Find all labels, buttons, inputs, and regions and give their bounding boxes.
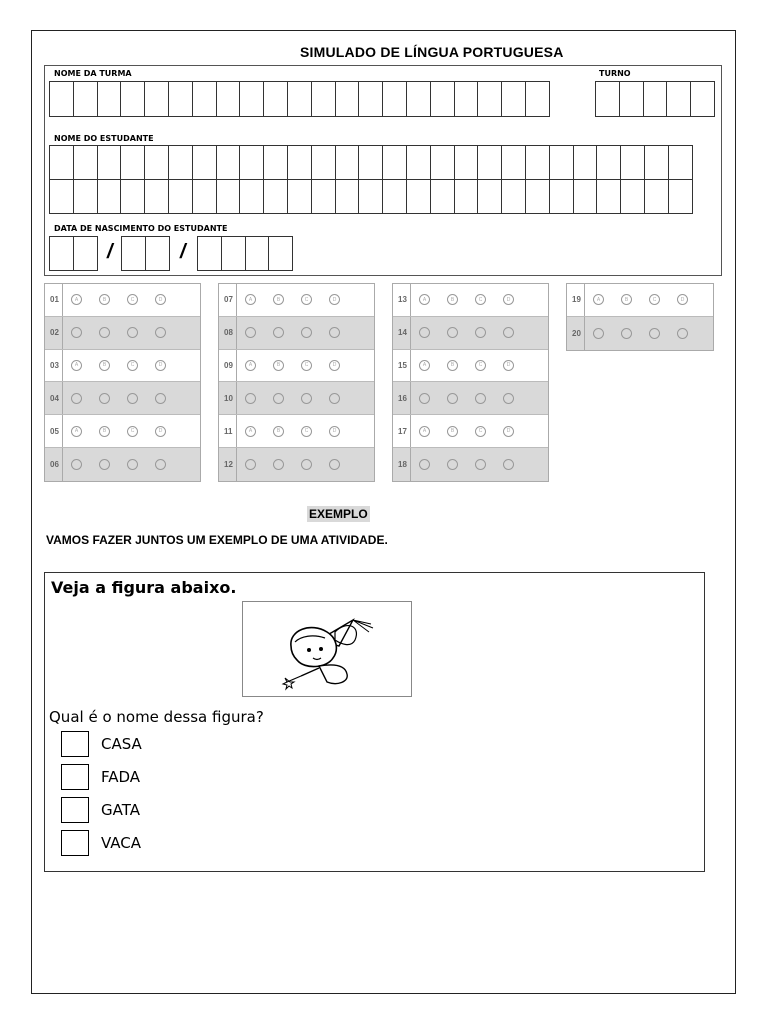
letter-cell[interactable] — [430, 179, 455, 214]
question-number: 13 — [393, 284, 411, 316]
answer-bubble[interactable] — [503, 459, 514, 470]
letter-cell[interactable] — [49, 81, 74, 117]
answer-bubble[interactable] — [155, 459, 166, 470]
checkbox[interactable] — [61, 797, 89, 823]
letter-cell[interactable] — [311, 81, 336, 117]
answer-bubble[interactable] — [273, 459, 284, 470]
answer-bubble[interactable] — [273, 327, 284, 338]
question-number: 07 — [219, 284, 237, 316]
letter-cell[interactable] — [430, 81, 455, 117]
letter-cell[interactable] — [477, 179, 502, 214]
turno-input-cells[interactable] — [595, 81, 714, 117]
answer-bubble[interactable]: B — [273, 294, 284, 305]
answer-bubble[interactable]: C — [127, 294, 138, 305]
letter-cell[interactable] — [120, 81, 145, 117]
letter-cell[interactable] — [595, 81, 620, 117]
letter-cell[interactable] — [382, 145, 407, 180]
answer-bubble[interactable]: A — [419, 426, 430, 437]
letter-cell[interactable] — [668, 179, 693, 214]
letter-cell[interactable] — [311, 145, 336, 180]
letter-cell[interactable] — [192, 179, 217, 214]
answer-bubble[interactable] — [447, 393, 458, 404]
answer-column — [44, 283, 201, 482]
answer-option[interactable] — [61, 731, 142, 757]
question-number: 09 — [219, 350, 237, 382]
option-label: FADA — [101, 768, 141, 786]
answer-bubble[interactable]: D — [155, 360, 166, 371]
answer-bubble[interactable]: B — [447, 294, 458, 305]
example-prompt: Veja a figura abaixo. — [51, 578, 237, 597]
answer-row — [219, 317, 374, 350]
estudante-input-cells-row2[interactable] — [49, 179, 692, 214]
question-number: 01 — [45, 284, 63, 316]
letter-cell[interactable] — [216, 81, 241, 117]
answer-bubble[interactable]: D — [329, 294, 340, 305]
turma-label: NOME DA TURMA — [54, 69, 132, 78]
letter-cell[interactable] — [406, 145, 431, 180]
student-info-form — [44, 65, 722, 276]
turma-input-cells[interactable] — [49, 81, 549, 117]
letter-cell[interactable] — [335, 145, 360, 180]
letter-cell[interactable] — [501, 179, 526, 214]
answer-row — [45, 284, 200, 317]
answer-bubble[interactable]: A — [71, 360, 82, 371]
answer-bubble[interactable]: B — [447, 426, 458, 437]
answer-bubble[interactable] — [649, 328, 660, 339]
letter-cell[interactable] — [335, 179, 360, 214]
answer-bubble[interactable]: D — [329, 360, 340, 371]
option-label: GATA — [101, 801, 140, 819]
answer-bubble[interactable]: B — [273, 360, 284, 371]
option-label: CASA — [101, 735, 142, 753]
answer-bubble[interactable]: C — [127, 360, 138, 371]
answer-bubble[interactable] — [71, 393, 82, 404]
letter-cell[interactable] — [335, 81, 360, 117]
estudante-input-cells-row1[interactable] — [49, 145, 692, 180]
answer-bubble[interactable] — [127, 327, 138, 338]
turno-label: TURNO — [599, 69, 631, 78]
answer-bubble[interactable]: A — [245, 360, 256, 371]
answer-option[interactable] — [61, 830, 141, 856]
letter-cell[interactable] — [287, 179, 312, 214]
answer-row — [219, 284, 374, 317]
answer-bubble[interactable] — [99, 459, 110, 470]
answer-bubble[interactable] — [503, 327, 514, 338]
answer-bubble[interactable]: D — [329, 426, 340, 437]
letter-cell[interactable] — [501, 145, 526, 180]
answer-bubble[interactable]: A — [593, 294, 604, 305]
answer-row — [393, 350, 548, 383]
answer-bubble[interactable] — [301, 393, 312, 404]
answer-bubble[interactable] — [419, 393, 430, 404]
letter-cell[interactable] — [525, 81, 550, 117]
answer-bubble[interactable] — [419, 327, 430, 338]
answer-bubble[interactable]: C — [475, 426, 486, 437]
answer-option[interactable] — [61, 764, 140, 790]
letter-cell[interactable] — [97, 145, 122, 180]
letter-cell[interactable] — [287, 81, 312, 117]
letter-cell[interactable] — [120, 179, 145, 214]
question-number: 12 — [219, 448, 237, 481]
answer-column — [218, 283, 375, 482]
nascimento-label: DATA DE NASCIMENTO DO ESTUDANTE — [54, 224, 228, 233]
example-heading: EXEMPLO — [309, 507, 368, 521]
letter-cell[interactable] — [144, 145, 169, 180]
letter-cell[interactable] — [358, 145, 383, 180]
option-label: VACA — [101, 834, 142, 852]
answer-bubble[interactable]: C — [649, 294, 660, 305]
letter-cell[interactable] — [216, 179, 241, 214]
page-title: SIMULADO DE LÍNGUA PORTUGUESA — [300, 44, 564, 60]
answer-bubble[interactable] — [329, 459, 340, 470]
letter-cell[interactable] — [239, 81, 264, 117]
answer-row — [45, 317, 200, 350]
example-instruction: VAMOS FAZER JUNTOS UM EXEMPLO DE UMA ATIVIDADE. — [46, 533, 388, 547]
letter-cell[interactable] — [477, 145, 502, 180]
letter-cell[interactable] — [144, 179, 169, 214]
answer-bubble[interactable] — [273, 393, 284, 404]
example-question: Qual é o nome dessa figura? — [49, 708, 264, 726]
answer-bubble[interactable] — [99, 327, 110, 338]
answer-row — [393, 448, 548, 481]
checkbox[interactable] — [61, 830, 89, 856]
answer-bubble[interactable] — [475, 459, 486, 470]
answer-bubble[interactable] — [245, 459, 256, 470]
letter-cell[interactable] — [73, 179, 98, 214]
question-number: 18 — [393, 448, 411, 481]
letter-cell[interactable] — [263, 145, 288, 180]
answer-bubble[interactable] — [127, 393, 138, 404]
answer-row — [45, 382, 200, 415]
answer-bubble[interactable]: B — [99, 426, 110, 437]
example-activity-box — [44, 572, 705, 872]
answer-bubble[interactable]: C — [475, 360, 486, 371]
answer-bubble[interactable]: C — [301, 360, 312, 371]
letter-cell[interactable] — [643, 81, 668, 117]
letter-cell[interactable] — [216, 145, 241, 180]
letter-cell[interactable] — [358, 179, 383, 214]
answer-bubble[interactable] — [155, 393, 166, 404]
answer-bubble[interactable] — [301, 459, 312, 470]
answer-row — [219, 415, 374, 448]
answer-bubble[interactable]: D — [503, 426, 514, 437]
answer-bubble[interactable] — [127, 459, 138, 470]
answer-row — [219, 382, 374, 415]
answer-bubble[interactable] — [301, 327, 312, 338]
letter-cell[interactable] — [668, 145, 693, 180]
birth-month-cells[interactable] — [121, 236, 169, 271]
answer-row — [393, 284, 548, 317]
question-number: 19 — [567, 284, 585, 316]
answer-bubble[interactable] — [447, 459, 458, 470]
letter-cell[interactable] — [221, 236, 246, 271]
answer-bubble[interactable]: A — [245, 294, 256, 305]
answer-bubble[interactable] — [71, 459, 82, 470]
letter-cell[interactable] — [596, 145, 621, 180]
answer-bubble[interactable] — [245, 327, 256, 338]
answer-bubble[interactable] — [71, 327, 82, 338]
birth-year-cells[interactable] — [197, 236, 292, 271]
letter-cell[interactable] — [97, 81, 122, 117]
answer-bubble[interactable]: A — [245, 426, 256, 437]
fairy-illustration-icon — [242, 601, 412, 697]
question-number: 16 — [393, 382, 411, 414]
letter-cell[interactable] — [168, 145, 193, 180]
answer-bubble[interactable]: B — [273, 426, 284, 437]
answer-bubble[interactable] — [99, 393, 110, 404]
letter-cell[interactable] — [454, 145, 479, 180]
letter-cell[interactable] — [454, 179, 479, 214]
letter-cell[interactable] — [287, 145, 312, 180]
answer-bubble[interactable] — [475, 327, 486, 338]
answer-bubble[interactable]: D — [503, 360, 514, 371]
answer-row — [45, 448, 200, 481]
answer-bubble[interactable]: A — [419, 294, 430, 305]
letter-cell[interactable] — [549, 179, 574, 214]
letter-cell[interactable] — [477, 81, 502, 117]
letter-cell[interactable] — [245, 236, 270, 271]
question-number: 08 — [219, 317, 237, 349]
letter-cell[interactable] — [73, 81, 98, 117]
answer-bubble[interactable]: B — [99, 360, 110, 371]
checkbox[interactable] — [61, 764, 89, 790]
letter-cell[interactable] — [430, 145, 455, 180]
birth-day-cells[interactable] — [49, 236, 97, 271]
answer-column — [392, 283, 549, 482]
letter-cell[interactable] — [97, 179, 122, 214]
letter-cell[interactable] — [454, 81, 479, 117]
letter-cell[interactable] — [596, 179, 621, 214]
answer-row — [567, 317, 713, 350]
letter-cell[interactable] — [573, 179, 598, 214]
answer-row — [393, 317, 548, 350]
letter-cell[interactable] — [192, 81, 217, 117]
question-number: 20 — [567, 317, 585, 350]
answer-row — [393, 415, 548, 448]
letter-cell[interactable] — [268, 236, 293, 271]
estudante-label: NOME DO ESTUDANTE — [54, 134, 154, 143]
letter-cell[interactable] — [620, 145, 645, 180]
letter-cell[interactable] — [573, 145, 598, 180]
question-number: 04 — [45, 382, 63, 414]
question-number: 02 — [45, 317, 63, 349]
answer-bubble[interactable]: C — [301, 426, 312, 437]
answer-column — [566, 283, 714, 351]
letter-cell[interactable] — [192, 145, 217, 180]
answer-bubble[interactable]: B — [99, 294, 110, 305]
answer-bubble[interactable]: C — [127, 426, 138, 437]
letter-cell[interactable] — [525, 179, 550, 214]
letter-cell[interactable] — [382, 81, 407, 117]
letter-cell[interactable] — [382, 179, 407, 214]
question-number: 14 — [393, 317, 411, 349]
letter-cell[interactable] — [168, 179, 193, 214]
question-number: 15 — [393, 350, 411, 382]
checkbox[interactable] — [61, 731, 89, 757]
answer-row — [393, 382, 548, 415]
letter-cell[interactable] — [239, 145, 264, 180]
letter-cell[interactable] — [263, 179, 288, 214]
date-separator: / — [107, 241, 113, 263]
answer-bubble[interactable] — [447, 327, 458, 338]
answer-bubble[interactable]: D — [677, 294, 688, 305]
question-number: 03 — [45, 350, 63, 382]
letter-cell[interactable] — [406, 81, 431, 117]
answer-bubble[interactable]: C — [475, 294, 486, 305]
answer-bubble[interactable]: C — [301, 294, 312, 305]
letter-cell[interactable] — [121, 236, 146, 271]
answer-bubble[interactable] — [593, 328, 604, 339]
letter-cell[interactable] — [311, 179, 336, 214]
answer-bubble[interactable] — [155, 327, 166, 338]
letter-cell[interactable] — [239, 179, 264, 214]
letter-cell[interactable] — [263, 81, 288, 117]
answer-bubble[interactable] — [475, 393, 486, 404]
answer-bubble[interactable]: D — [155, 426, 166, 437]
letter-cell[interactable] — [619, 81, 644, 117]
answer-bubble[interactable] — [503, 393, 514, 404]
letter-cell[interactable] — [49, 179, 74, 214]
question-number: 10 — [219, 382, 237, 414]
letter-cell[interactable] — [197, 236, 222, 271]
date-separator: / — [180, 241, 186, 263]
question-number: 17 — [393, 415, 411, 447]
letter-cell[interactable] — [49, 236, 74, 271]
answer-bubble[interactable] — [621, 328, 632, 339]
letter-cell[interactable] — [620, 179, 645, 214]
letter-cell[interactable] — [144, 81, 169, 117]
letter-cell[interactable] — [49, 145, 74, 180]
letter-cell[interactable] — [145, 236, 170, 271]
question-number: 11 — [219, 415, 237, 447]
letter-cell[interactable] — [120, 145, 145, 180]
letter-cell[interactable] — [666, 81, 691, 117]
answer-bubble[interactable]: B — [447, 360, 458, 371]
letter-cell[interactable] — [73, 236, 98, 271]
answer-bubble[interactable] — [329, 327, 340, 338]
answer-bubble[interactable]: A — [419, 360, 430, 371]
letter-cell[interactable] — [73, 145, 98, 180]
letter-cell[interactable] — [549, 145, 574, 180]
letter-cell[interactable] — [644, 179, 669, 214]
answer-bubble[interactable]: B — [621, 294, 632, 305]
letter-cell[interactable] — [690, 81, 715, 117]
answer-bubble[interactable]: A — [71, 426, 82, 437]
answer-option[interactable] — [61, 797, 140, 823]
answer-row — [45, 415, 200, 448]
letter-cell[interactable] — [525, 145, 550, 180]
letter-cell[interactable] — [501, 81, 526, 117]
answer-row — [45, 350, 200, 383]
answer-row — [219, 350, 374, 383]
letter-cell[interactable] — [358, 81, 383, 117]
answer-bubble[interactable] — [419, 459, 430, 470]
answer-bubble[interactable] — [329, 393, 340, 404]
question-number: 06 — [45, 448, 63, 481]
answer-bubble[interactable]: D — [155, 294, 166, 305]
answer-bubble[interactable]: A — [71, 294, 82, 305]
letter-cell[interactable] — [168, 81, 193, 117]
question-number: 05 — [45, 415, 63, 447]
answer-bubble[interactable] — [677, 328, 688, 339]
answer-bubble[interactable] — [245, 393, 256, 404]
letter-cell[interactable] — [644, 145, 669, 180]
answer-row — [567, 284, 713, 317]
answer-bubble[interactable]: D — [503, 294, 514, 305]
letter-cell[interactable] — [406, 179, 431, 214]
answer-row — [219, 448, 374, 481]
